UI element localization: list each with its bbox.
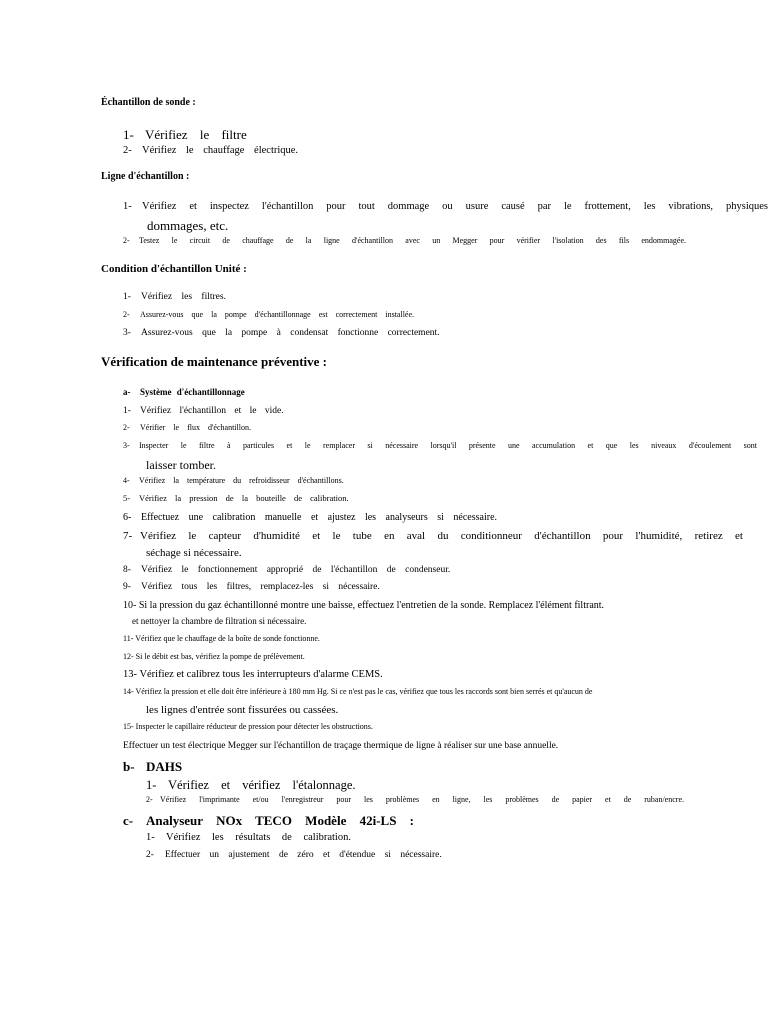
- list-item: [123, 688, 592, 696]
- item-number: 3-: [123, 328, 131, 338]
- list-item: [146, 851, 442, 861]
- list-item-number: 7-: [123, 530, 133, 542]
- item-text: Vérifiez et vérifiez l'étalonnage.: [168, 778, 356, 792]
- item-number: 1-: [123, 292, 131, 302]
- item-number: 2-: [146, 850, 154, 860]
- item-number: 2-: [123, 145, 132, 156]
- item-text: Vérifiez la température du refroidisseur d'échantillons.: [139, 476, 344, 485]
- item-text: Vérifiez et calibrez tous les interrupteurs d'alarme CEMS.: [139, 669, 383, 680]
- list-item: [123, 494, 349, 503]
- list-item: [123, 146, 298, 157]
- item-number: 4-: [123, 476, 130, 485]
- item-text: Vérifiez les filtres.: [141, 292, 226, 302]
- subsection-title: Analyseur NOx TECO Modèle 42i-LS :: [146, 813, 415, 828]
- heading-condition-echantillon: Condition d'échantillon Unité :: [101, 263, 247, 275]
- subsection-a-title: [123, 388, 245, 397]
- list-item-number: 3-: [123, 441, 130, 450]
- list-item-continuation: et nettoyer la chambre de filtration si nécessaire.: [132, 616, 307, 626]
- list-item: [123, 670, 383, 681]
- list-item: [123, 311, 414, 319]
- list-item: [123, 653, 305, 661]
- item-number: 15-: [123, 722, 134, 731]
- list-item-continuation: laisser tomber.: [146, 458, 216, 472]
- item-number: 2-: [123, 310, 130, 319]
- item-number: 6-: [123, 512, 132, 523]
- item-text: Assurez-vous que la pompe d'échantillonnage est correctement installée.: [140, 310, 415, 319]
- item-number: 10-: [123, 600, 137, 611]
- item-text: Vérifiez la pression et elle doit être inférieure à 180 mm Hg. Si ce n'est pas le cas, vérifiez que tous les raccords sont bien serrés et qu'aucun de: [135, 687, 593, 696]
- item-text: Effectuez une calibration manuelle et ajustez les analyseurs si nécessaire.: [141, 512, 498, 523]
- item-number: 1-: [123, 127, 134, 142]
- item-text: Vérifiez le fonctionnement approprié de l'échantillon de condenseur.: [141, 565, 451, 575]
- list-item-continuation: séchage si nécessaire.: [146, 547, 242, 559]
- item-text: Vérifiez que le chauffage de la boîte de sonde fonctionne.: [135, 634, 320, 643]
- item-text: Si la pression du gaz échantillonné montre une baisse, effectuez l'entretien de la sonde. Remplacez l'élément filtrant.: [138, 600, 605, 611]
- item-number: 5-: [123, 493, 131, 503]
- item-text: Vérifiez les résultats de calibration.: [166, 832, 351, 843]
- item-number: 1-: [146, 778, 157, 792]
- heading-ligne-echantillon: Ligne d'échantillon :: [101, 171, 190, 182]
- item-number: 13-: [123, 669, 137, 680]
- list-item: [146, 833, 351, 844]
- item-number: 1-: [146, 832, 155, 843]
- item-text: Inspecter le capillaire réducteur de pression pour détecter les obstructions.: [135, 722, 373, 731]
- item-text: Assurez-vous que la pompe à condensat fonctionne correctement.: [141, 328, 440, 338]
- list-item-continuation: dommages, etc.: [147, 218, 229, 233]
- item-text: Vérifiez tous les filtres, remplacez-les si nécessaire.: [141, 582, 380, 592]
- item-text: Vérifiez la pression de la bouteille de calibration.: [139, 493, 349, 503]
- subsection-label: c-: [123, 813, 134, 828]
- list-item: [123, 723, 373, 731]
- item-number: 12-: [123, 652, 134, 661]
- item-number: 2-: [123, 423, 130, 432]
- item-text: Si le débit est bas, vérifiez la pompe de prélèvement.: [135, 652, 305, 661]
- subsection-label: b-: [123, 759, 135, 774]
- item-text: Vérifier le flux d'échantillon.: [140, 423, 251, 432]
- list-item-text: Testez le circuit de chauffage de la ligne d'échantillon avec un Megger pour vérifier l'isolation des fils endommagée.: [139, 236, 686, 245]
- list-item: [146, 779, 356, 792]
- list-item: [123, 128, 247, 141]
- subsection-c-title: [123, 814, 414, 827]
- list-item: [123, 513, 497, 523]
- item-text: Vérifiez le chauffage électrique.: [142, 145, 299, 156]
- item-number: 9-: [123, 582, 131, 592]
- subsection-title: Système d'échantillonnage: [140, 387, 245, 397]
- list-item-text: Vérifiez l'imprimante et/ou l'enregistreur pour les problèmes en ligne, les problèmes de papier et de ruban/encre.: [160, 795, 684, 804]
- item-text: Effectuer un ajustement de zéro et d'étendue si nécessaire.: [165, 850, 442, 860]
- megger-note: Effectuer un test électrique Megger sur l'échantillon de traçage thermique de ligne à réaliser sur une base annuelle.: [123, 741, 559, 751]
- item-text: Vérifiez le filtre: [145, 127, 247, 142]
- list-item-text: Vérifiez le capteur d'humidité et le tube en aval du conditionneur d'échantillon pour l'humidité, retirez et: [140, 530, 743, 542]
- list-item: [123, 635, 320, 643]
- list-item: [123, 329, 440, 339]
- item-number: 11-: [123, 634, 134, 643]
- item-text: Vérifiez l'échantillon et le vide.: [140, 406, 284, 416]
- heading-echantillon-sonde: Échantillon de sonde :: [101, 97, 196, 108]
- item-number: 14-: [123, 687, 134, 696]
- list-item: [123, 424, 251, 432]
- subsection-b-title: [123, 760, 182, 773]
- item-number: 8-: [123, 565, 131, 575]
- subsection-label: a-: [123, 387, 131, 397]
- list-item-text: Vérifiez et inspectez l'échantillon pour tout dommage ou usure causé par le frottement, les vibrations, physiques: [142, 201, 768, 212]
- list-item-continuation: les lignes d'entrée sont fissurées ou cassées.: [146, 704, 339, 716]
- list-item: [123, 293, 226, 303]
- list-item: [123, 407, 284, 417]
- item-number: 1-: [123, 406, 131, 416]
- list-item-number: 2-: [146, 795, 153, 804]
- list-item: [123, 566, 450, 576]
- list-item: [123, 583, 380, 593]
- subsection-title: DAHS: [146, 759, 183, 774]
- list-item-text: Inspecter le filtre à particules et le remplacer si nécessaire lorsqu'il présente une accumulation et que les niveaux d'écoulement sont: [139, 441, 757, 450]
- heading-maintenance-preventive: Vérification de maintenance préventive :: [101, 354, 328, 369]
- list-item: [123, 601, 604, 611]
- list-item-number: 1-: [123, 201, 132, 212]
- list-item-number: 2-: [123, 236, 130, 245]
- list-item: [123, 477, 344, 485]
